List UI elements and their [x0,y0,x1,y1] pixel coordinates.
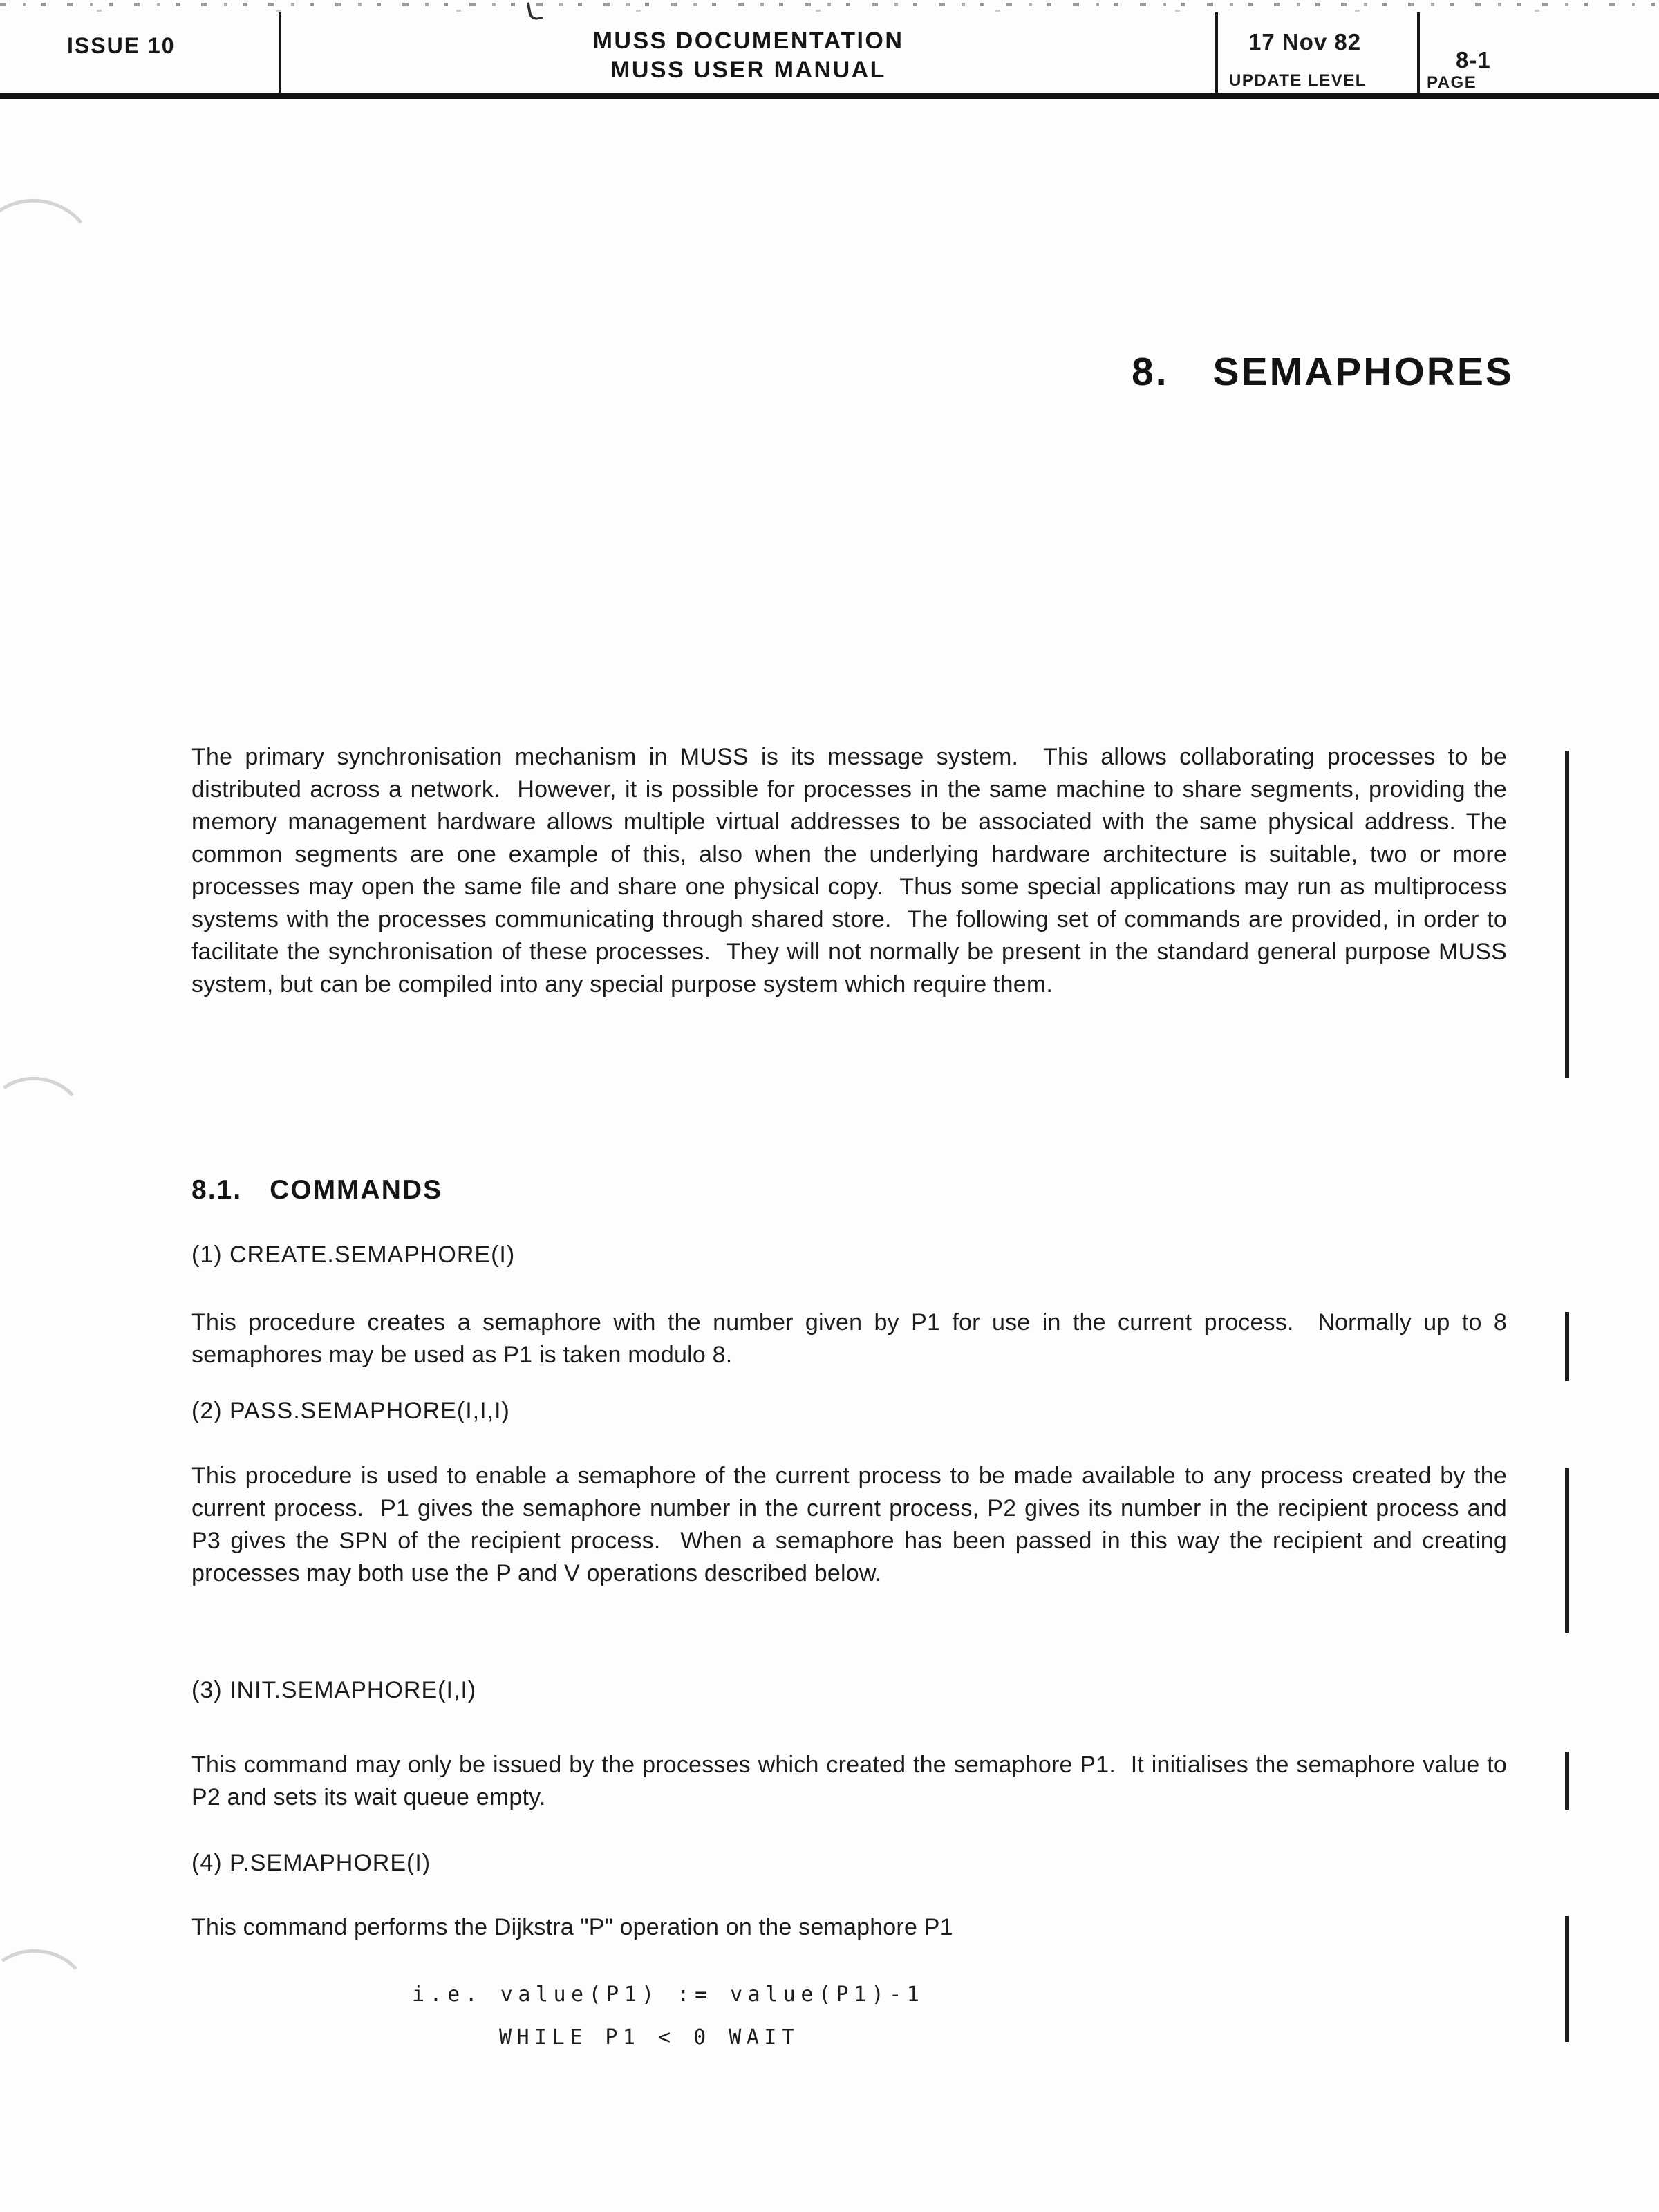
command-label-pass-semaphore: (2) PASS.SEMAPHORE(I,I,I) [191,1398,510,1424]
code-line-while-wait: WHILE P1 < 0 WAIT [499,2025,800,2050]
header-rule [0,93,1659,99]
command-description: This procedure creates a semaphore with the number given by P1 for use in the current process. Normally up to 8 semaphores may be used as P1 is taken modulo 8. [191,1309,1514,1368]
command-label-create-semaphore: (1) CREATE.SEMAPHORE(I) [191,1241,516,1268]
document-title-line1: MUSS DOCUMENTATION [592,28,904,54]
scan-noise-band [0,3,1659,6]
scan-artifact-arc [0,1944,93,2044]
command-description: This command performs the Dijkstra "P" operation on the semaphore P1 [191,1914,953,1940]
chapter-number: 8. [1132,350,1169,394]
chapter-name: SEMAPHORES [1212,350,1514,394]
section-heading [191,1175,442,1206]
command-description: This procedure is used to enable a semaphore of the current process to be made available to any process created by the current process. P1 gives the semaphore number in the current process, P2 gives its number in the recipient process and P3 gives the SPN of the recipient process. When a semaphore has been passed in this way the recipient and creating processes may both use the P and V operations described below. [191,1463,1514,1586]
section-name: COMMANDS [270,1175,443,1205]
code-line-value-assignment: i.e. value(P1) := value(P1)-1 [412,1983,925,2007]
header-divider [1215,12,1218,94]
update-level-label: UPDATE LEVEL [1229,71,1367,90]
change-bar [1565,1312,1569,1381]
page-number: 8-1 [1456,47,1491,73]
change-bar [1565,1916,1569,2042]
document-title-line2: MUSS USER MANUAL [610,57,886,83]
command-description: This command may only be issued by the processes which created the semaphore P1. It initialises the semaphore value to P2 and sets its wait queue empty. [191,1752,1514,1810]
header-divider [1417,12,1420,94]
scan-artifact-arc [0,1072,88,1166]
scan-noise-band-sparse [0,10,1659,12]
command-label-p-semaphore: (4) P.SEMAPHORE(I) [191,1850,431,1876]
change-bar [1565,1468,1569,1633]
scan-artifact-arc [0,191,101,310]
change-bar [1565,1752,1569,1810]
chapter-title [1132,349,1514,395]
command-label-init-semaphore: (3) INIT.SEMAPHORE(I,I) [191,1677,477,1703]
section-number: 8.1. [191,1175,243,1205]
change-bar [1565,751,1569,1078]
page-label: PAGE [1427,73,1477,92]
issue-label: ISSUE 10 [67,33,176,58]
update-date: 17 Nov 82 [1248,29,1362,55]
intro-paragraph: The primary synchronisation mechanism in MUSS is its message system. This allows collaborating processes to be distributed across a network. However, it is possible for processes in the same machine to share segments, providing the memory management hardware allows multiple virtual addresses to be associated with the same physical address. The common segments are one example of this, also when the underlying hardware architecture is suitable, two or more processes may open the same file and share one physical copy. Thus some special applications may run as multiprocess systems with the processes communicating through shared store. The following set of commands are provided, in order to facilitate the synchronisation of these processes. They will not normally be present in the standard general purpose MUSS system, but can be compiled into any special purpose system which require them. [191,744,1514,997]
document-title [281,26,1215,84]
